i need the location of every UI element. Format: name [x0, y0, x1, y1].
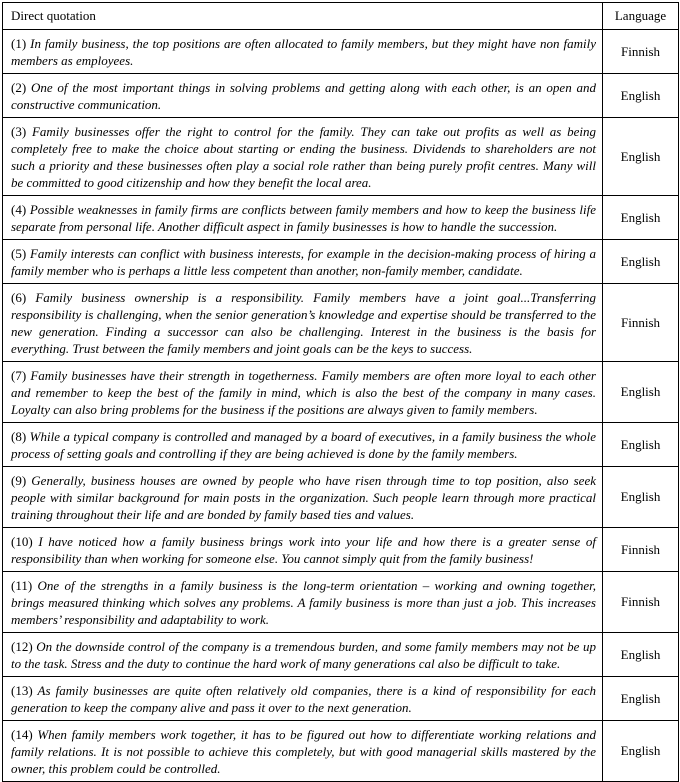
quotation-cell	[3, 528, 603, 572]
language-cell: English	[603, 721, 679, 782]
language-cell: English	[603, 423, 679, 467]
quotation-number: (13)	[11, 683, 33, 698]
quotation-text: In family business, the top positions are often allocated to family members, but they might have non family members as employees.	[11, 36, 597, 68]
header-quotation: Direct quotation	[3, 3, 603, 30]
quotation-text: On the downside control of the company is a tremendous burden, and some family members may not be up to the task. Stress and the duty to continue the hard work of many generations cal also be difficult to take.	[11, 639, 597, 671]
table-row	[3, 196, 679, 240]
language-cell: English	[603, 196, 679, 240]
quotation-table	[2, 2, 679, 782]
quotation-text: Family business ownership is a responsibility. Family members have a joint goal...Transferring responsibility is challenging, when the senior generation’s knowledge and expertise should be transferred to the new generation. Finding a successor can also be challenging. Interest in the business is the basis for everything. Trust between the family members and joint goals can be the keys to success.	[11, 290, 597, 356]
quotation-text: I have noticed how a family business brings work into your life and how there is a greater sense of responsibility than when working for someone else. You cannot simply quit from the family business!	[11, 534, 597, 566]
quotation-cell	[3, 677, 603, 721]
quotation-text: Family businesses offer the right to control for the family. They can take out profits as well as being completely free to make the choice about starting or ending the business. Dividends to shareholders are not such a priority and these businesses often play a social role rather than being purely profit centres. Many will be committed to good citizenship and how they benefit the local area.	[11, 124, 596, 190]
table-row	[3, 677, 679, 721]
quotation-text: As family businesses are quite often relatively old companies, there is a kind of responsibility for each generation to keep the company alive and pass it over to the next generation.	[11, 683, 597, 715]
quotation-number: (14)	[11, 727, 33, 742]
quotation-cell	[3, 74, 603, 118]
header-row	[3, 3, 679, 30]
quotation-number: (9)	[11, 473, 27, 488]
quotation-text: One of the most important things in solving problems and getting along with each other, is an open and constructive communication.	[11, 80, 596, 112]
language-cell: English	[603, 362, 679, 423]
quotation-text: Possible weaknesses in family firms are conflicts between family members and how to keep the business life separate from personal life. Another difficult aspect in family businesses is how to handle the succession.	[11, 202, 597, 234]
table-row	[3, 423, 679, 467]
quotation-cell	[3, 30, 603, 74]
table-row	[3, 118, 679, 196]
table-row	[3, 30, 679, 74]
quotation-cell	[3, 284, 603, 362]
quotation-cell	[3, 423, 603, 467]
quotation-number: (4)	[11, 202, 27, 217]
table-row	[3, 467, 679, 528]
header-language: Language	[603, 3, 679, 30]
quotation-number: (2)	[11, 80, 27, 95]
language-cell: English	[603, 633, 679, 677]
quotation-text: When family members work together, it has to be figured out how to differentiate working relations and family relations. It is not possible to achieve this completely, but with good managerial skills mastered by the owner, this problem could be controlled.	[11, 727, 596, 776]
table-row	[3, 572, 679, 633]
quotation-number: (6)	[11, 290, 27, 305]
table-row	[3, 74, 679, 118]
table-row	[3, 528, 679, 572]
language-cell: Finnish	[603, 30, 679, 74]
quotation-number: (12)	[11, 639, 33, 654]
table-row	[3, 240, 679, 284]
language-cell: English	[603, 677, 679, 721]
language-cell: Finnish	[603, 284, 679, 362]
quotation-number: (7)	[11, 368, 27, 383]
quotation-cell	[3, 721, 603, 782]
quotation-cell	[3, 467, 603, 528]
language-cell: Finnish	[603, 572, 679, 633]
quotation-cell	[3, 118, 603, 196]
table-row	[3, 721, 679, 782]
quotation-cell	[3, 240, 603, 284]
quotation-number: (1)	[11, 36, 27, 51]
language-cell: English	[603, 118, 679, 196]
quotation-number: (3)	[11, 124, 27, 139]
language-cell: Finnish	[603, 528, 679, 572]
language-cell: English	[603, 74, 679, 118]
quotation-text: Family interests can conflict with business interests, for example in the decision-making process of hiring a family member who is perhaps a little less competent than another, non-family member, candidate.	[11, 246, 597, 278]
quotation-cell	[3, 572, 603, 633]
quotation-text: Family businesses have their strength in togetherness. Family members are often more loyal to each other and remember to keep the best of the family in mind, which is also the best of the company in many cases. Loyalty can also bring problems for the business if the positions are always given to family members.	[11, 368, 596, 417]
quotation-cell	[3, 633, 603, 677]
quotation-cell	[3, 196, 603, 240]
table-row	[3, 284, 679, 362]
quotation-text: One of the strengths in a family business is the long-term orientation – working and owning together, brings measured thinking which solves any problems. A family business is more than just a job. This increases members’ responsibility and adaptability to work.	[11, 578, 596, 627]
language-cell: English	[603, 240, 679, 284]
table-row	[3, 633, 679, 677]
table-row	[3, 362, 679, 423]
quotation-number: (11)	[11, 578, 33, 593]
quotation-cell	[3, 362, 603, 423]
quotation-number: (5)	[11, 246, 27, 261]
language-cell: English	[603, 467, 679, 528]
quotation-number: (8)	[11, 429, 27, 444]
quotation-text: While a typical company is controlled and managed by a board of executives, in a family business the whole process of setting goals and controlling if they are being achieved is done by the family members.	[11, 429, 597, 461]
quotation-number: (10)	[11, 534, 33, 549]
quotation-text: Generally, business houses are owned by people who have risen through time to top position, also seek people with similar background for main posts in the organization. Such people learn through more practical training throughout their life and are bonded by family based ties and values.	[11, 473, 596, 522]
